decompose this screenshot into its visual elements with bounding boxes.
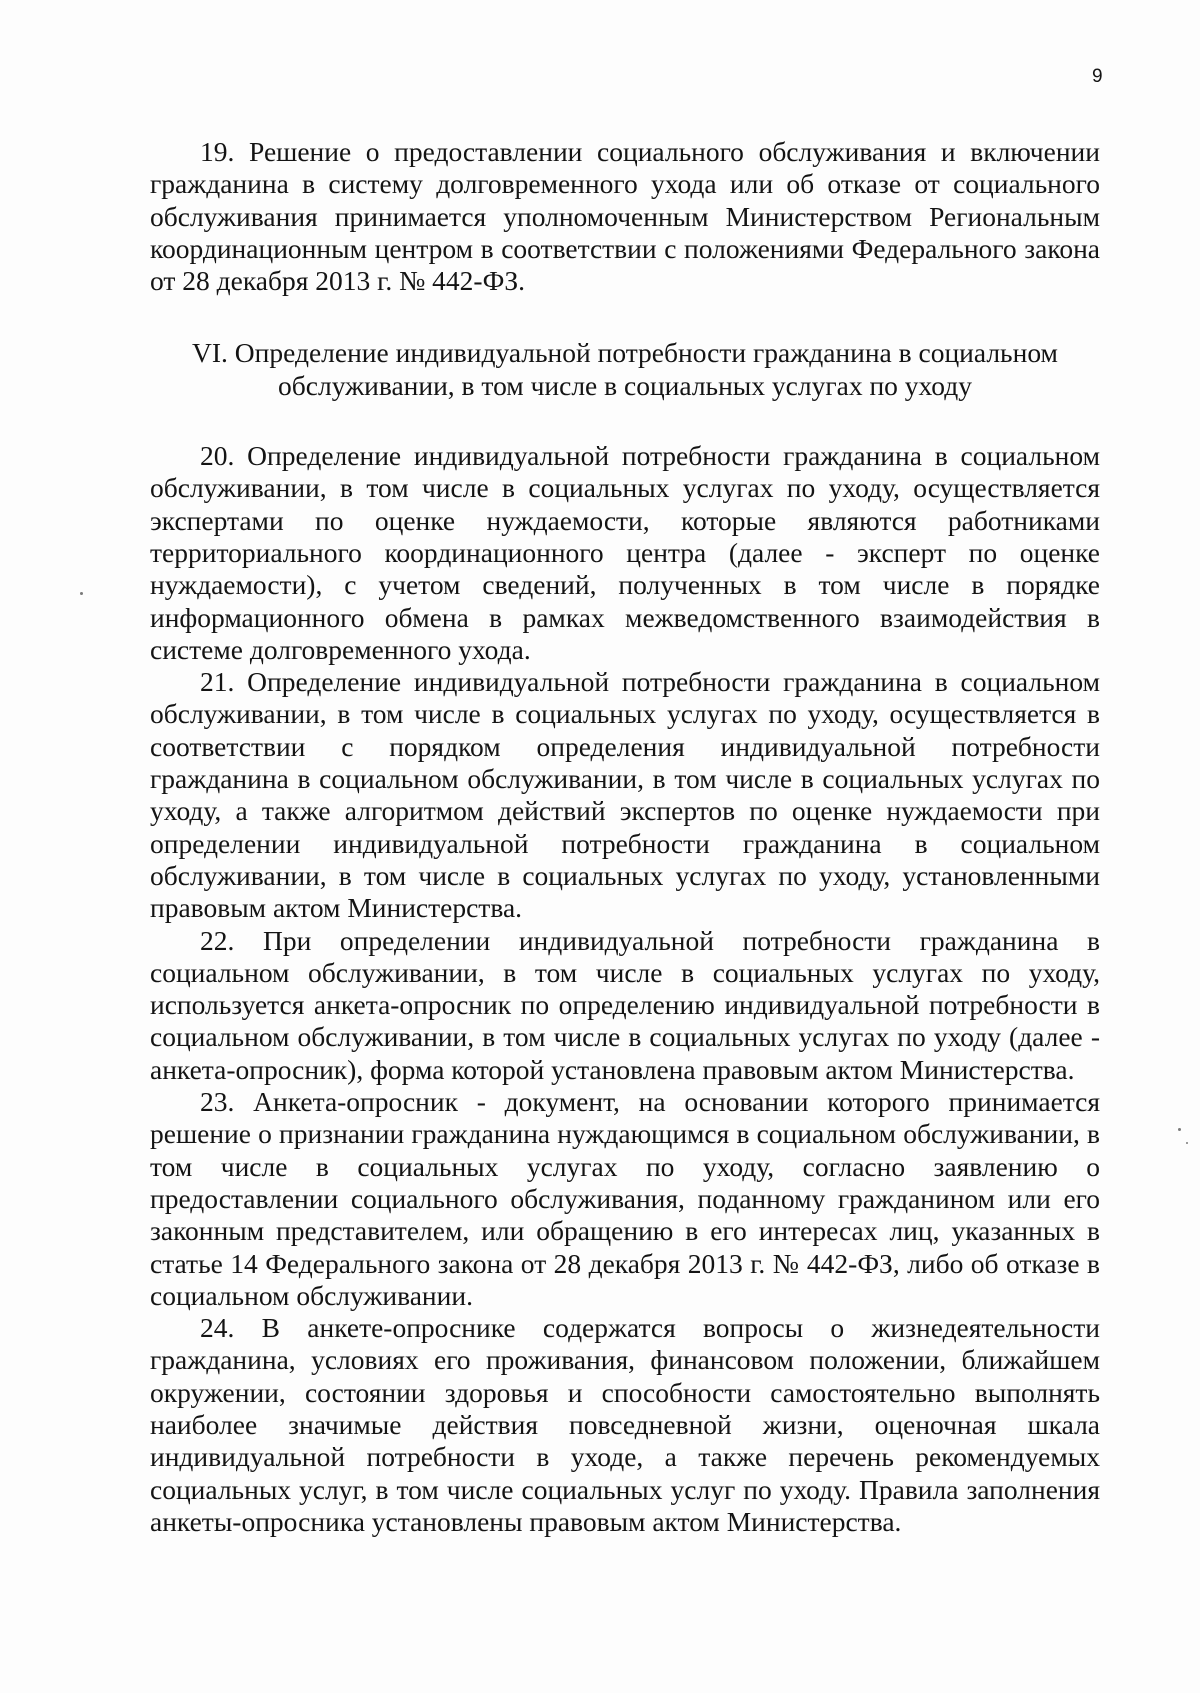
- scan-speck: [80, 592, 83, 595]
- paragraph-21: 21. Определение индивидуальной потребности гражданина в социальном обслуживании, в том числе в социальных услугах по уходу, осуществляется в соответствии с порядком определения индивидуальной потребности гражданина в социальном обслуживании, в том числе в социальных услугах по уходу, а также алгоритмом действий экспертов по оценке нуждаемости при определении индивидуальной потребности гражданина в социальном обслуживании, в том числе в социальных услугах по уходу, установленными правовым актом Министерства.: [150, 666, 1100, 924]
- scan-speck: [1178, 1128, 1181, 1131]
- document-body: [150, 136, 1100, 1538]
- paragraph-24: 24. В анкете-опроснике содержатся вопросы о жизнедеятельности гражданина, условиях его проживания, финансовом положении, ближайшем окружении, состоянии здоровья и способности самостоятельно выполнять наиболее значимые действия повседневной жизни, оценочная шкала индивидуальной потребности в уходе, а также перечень рекомендуемых социальных услуг, в том числе социальных услуг по уходу. Правила заполнения анкеты-опросника установлены правовым актом Министерства.: [150, 1312, 1100, 1537]
- section-heading: [160, 337, 1090, 402]
- paragraph-23: 23. Анкета-опросник - документ, на основании которого принимается решение о признании гражданина нуждающимся в социальном обслуживании, в том числе в социальных услугах по уходу, согласно заявлению о предоставлении социального обслуживания, поданному гражданином или его законным представителем, или обращению в его интересах лиц, указанных в статье 14 Федерального закона от 28 декабря 2013 г. № 442-ФЗ, либо об отказе в социальном обслуживании.: [150, 1086, 1100, 1311]
- paragraph-22: 22. При определении индивидуальной потребности гражданина в социальном обслуживании, в том числе в социальных услугах по уходу, используется анкета-опросник по определению индивидуальной потребности в социальном обслуживании, в том числе в социальных услугах по уходу (далее - анкета-опросник), форма которой установлена правовым актом Министерства.: [150, 924, 1100, 1085]
- page-number: 9: [1092, 66, 1103, 87]
- paragraph-20: 20. Определение индивидуальной потребности гражданина в социальном обслуживании, в том числе в социальных услугах по уходу, осуществляется экспертами по оценке нуждаемости, которые являются работниками территориального координационного центра (далее - эксперт по оценке нуждаемости), с учетом сведений, полученных в том числе в порядке информационного обмена в рамках межведомственного взаимодействия в системе долговременного ухода.: [150, 440, 1100, 665]
- paragraph-19: 19. Решение о предоставлении социального обслуживания и включении гражданина в систему долговременного ухода или об отказе от социального обслуживания принимается уполномоченным Министерством Региональным координационным центром в соответствии с положениями Федерального закона от 28 декабря 2013 г. № 442-ФЗ.: [150, 136, 1100, 297]
- section-heading-line-2: обслуживании, в том числе в социальных услугах по уходу: [278, 369, 972, 401]
- scan-speck: [1186, 1142, 1188, 1144]
- section-heading-line-1: VI. Определение индивидуальной потребности гражданина в социальном: [192, 337, 1058, 369]
